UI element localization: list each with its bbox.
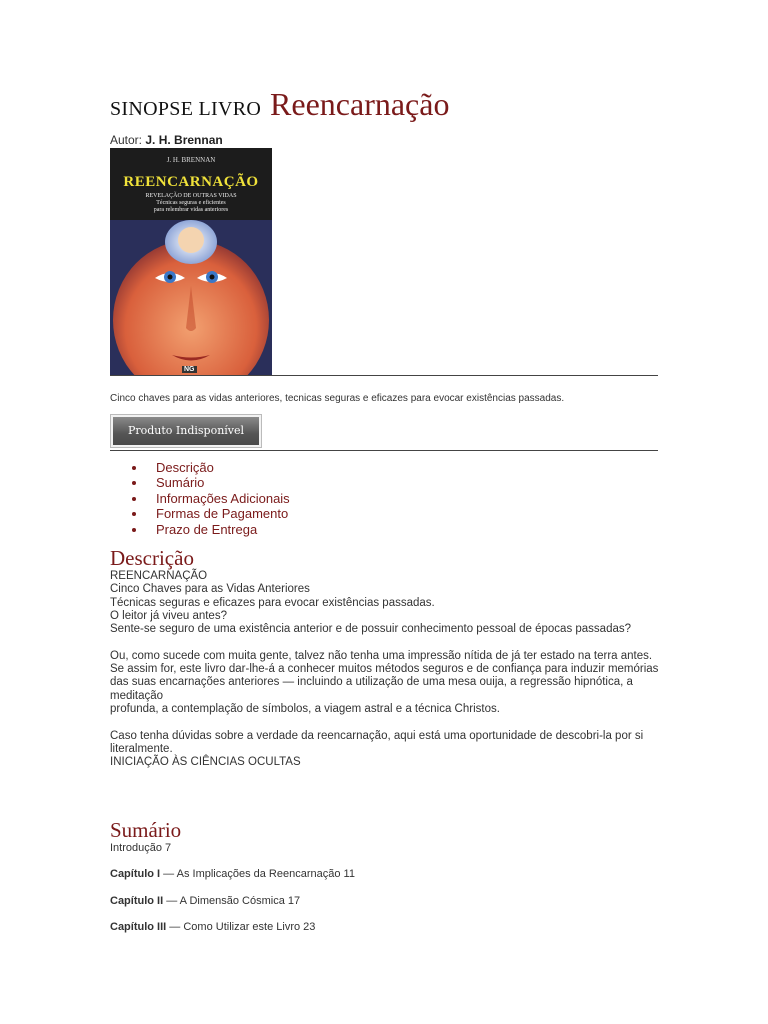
desc-line: REENCARNAÇÃO — [110, 570, 208, 582]
cover-subtitle-line: Técnicas seguras e eficientes — [156, 200, 226, 206]
toc-link-informacoes[interactable]: Informações Adicionais — [110, 491, 290, 506]
publisher-logo: NG — [184, 366, 195, 373]
spacer — [110, 716, 660, 729]
cover-subtitle-line: REVELAÇÃO DE OUTRAS VIDAS — [145, 193, 237, 199]
cover-face-illustration — [110, 220, 272, 375]
toc-link-entrega[interactable]: Prazo de Entrega — [110, 522, 290, 537]
toc-link-sumario[interactable]: Sumário — [110, 475, 290, 490]
toc-link-descricao[interactable]: Descrição — [110, 460, 290, 475]
page-title — [110, 86, 449, 123]
divider — [110, 450, 658, 451]
sumario-intro: Introdução 7 — [110, 842, 172, 854]
chapter-text: — Como Utilizar este Livro 23 — [166, 921, 316, 933]
descricao-heading: Descrição — [110, 546, 194, 570]
chapter-label: Capítulo I — [110, 868, 161, 880]
author-line — [110, 133, 223, 147]
desc-line: Cinco Chaves para as Vidas Anteriores — [110, 583, 310, 596]
descricao-body — [110, 570, 660, 769]
author-label: Autor: — [110, 133, 143, 147]
desc-line: INICIAÇÃO ÀS CIÊNCIAS OCULTAS — [110, 756, 301, 769]
desc-line: Caso tenha dúvidas sobre a verdade da reencarnação, aqui está uma oportunidade de descobri-la por si literalmente. — [110, 729, 644, 755]
cover-subtitle-line: para relembrar vidas anteriores — [153, 207, 229, 213]
sumario-chapter — [110, 921, 315, 933]
sumario-heading: Sumário — [110, 818, 182, 842]
author-name: J. H. Brennan — [145, 133, 223, 147]
cover-author: J. H. BRENNAN — [166, 156, 216, 164]
sumario-chapter — [110, 868, 355, 880]
desc-line: Técnicas seguras e eficazes para evocar existências passadas. — [110, 596, 435, 609]
book-cover-image — [110, 148, 272, 375]
unavailable-button[interactable] — [110, 414, 262, 448]
sumario-chapter — [110, 895, 300, 907]
title-prefix: SINOPSE LIVRO — [110, 98, 262, 120]
cover-subtitle — [110, 193, 272, 214]
toc-list — [110, 460, 290, 537]
desc-line: profunda, a contemplação de símbolos, a viagem astral e a técnica Christos. — [110, 702, 500, 715]
chapter-label: Capítulo II — [110, 895, 164, 907]
desc-line: Ou, como sucede com muita gente, talvez não tenha uma impressão nítida de já ter estado na terra antes. — [110, 649, 653, 662]
desc-line: O leitor já viveu antes? — [110, 609, 227, 622]
chapter-text: — A Dimensão Cósmica 17 — [163, 895, 301, 907]
cover-title: REENCARNAÇÃO — [123, 174, 259, 190]
spacer — [110, 636, 660, 649]
chapter-text: — As Implicações da Reencarnação 11 — [160, 868, 355, 880]
divider — [110, 375, 658, 376]
chapter-label: Capítulo III — [110, 921, 167, 933]
desc-line: Sente-se seguro de uma existência anterior e de possuir conhecimento pessoal de épocas passadas? — [110, 623, 632, 636]
unavailable-button-label: Produto Indisponível — [113, 417, 259, 445]
tagline: Cinco chaves para as vidas anteriores, tecnicas seguras e eficazes para evocar existências passadas. — [110, 393, 565, 404]
title-main: Reencarnação — [270, 86, 450, 122]
toc-link-pagamento[interactable]: Formas de Pagamento — [110, 506, 290, 521]
desc-line: Se assim for, este livro dar-lhe-á a conhecer muitos métodos seguros e de confiança para induzir memórias das suas encarnações anteriores — incluindo a utilização de uma mesa ouija, a regressão hipnótica, a meditação — [110, 663, 659, 702]
